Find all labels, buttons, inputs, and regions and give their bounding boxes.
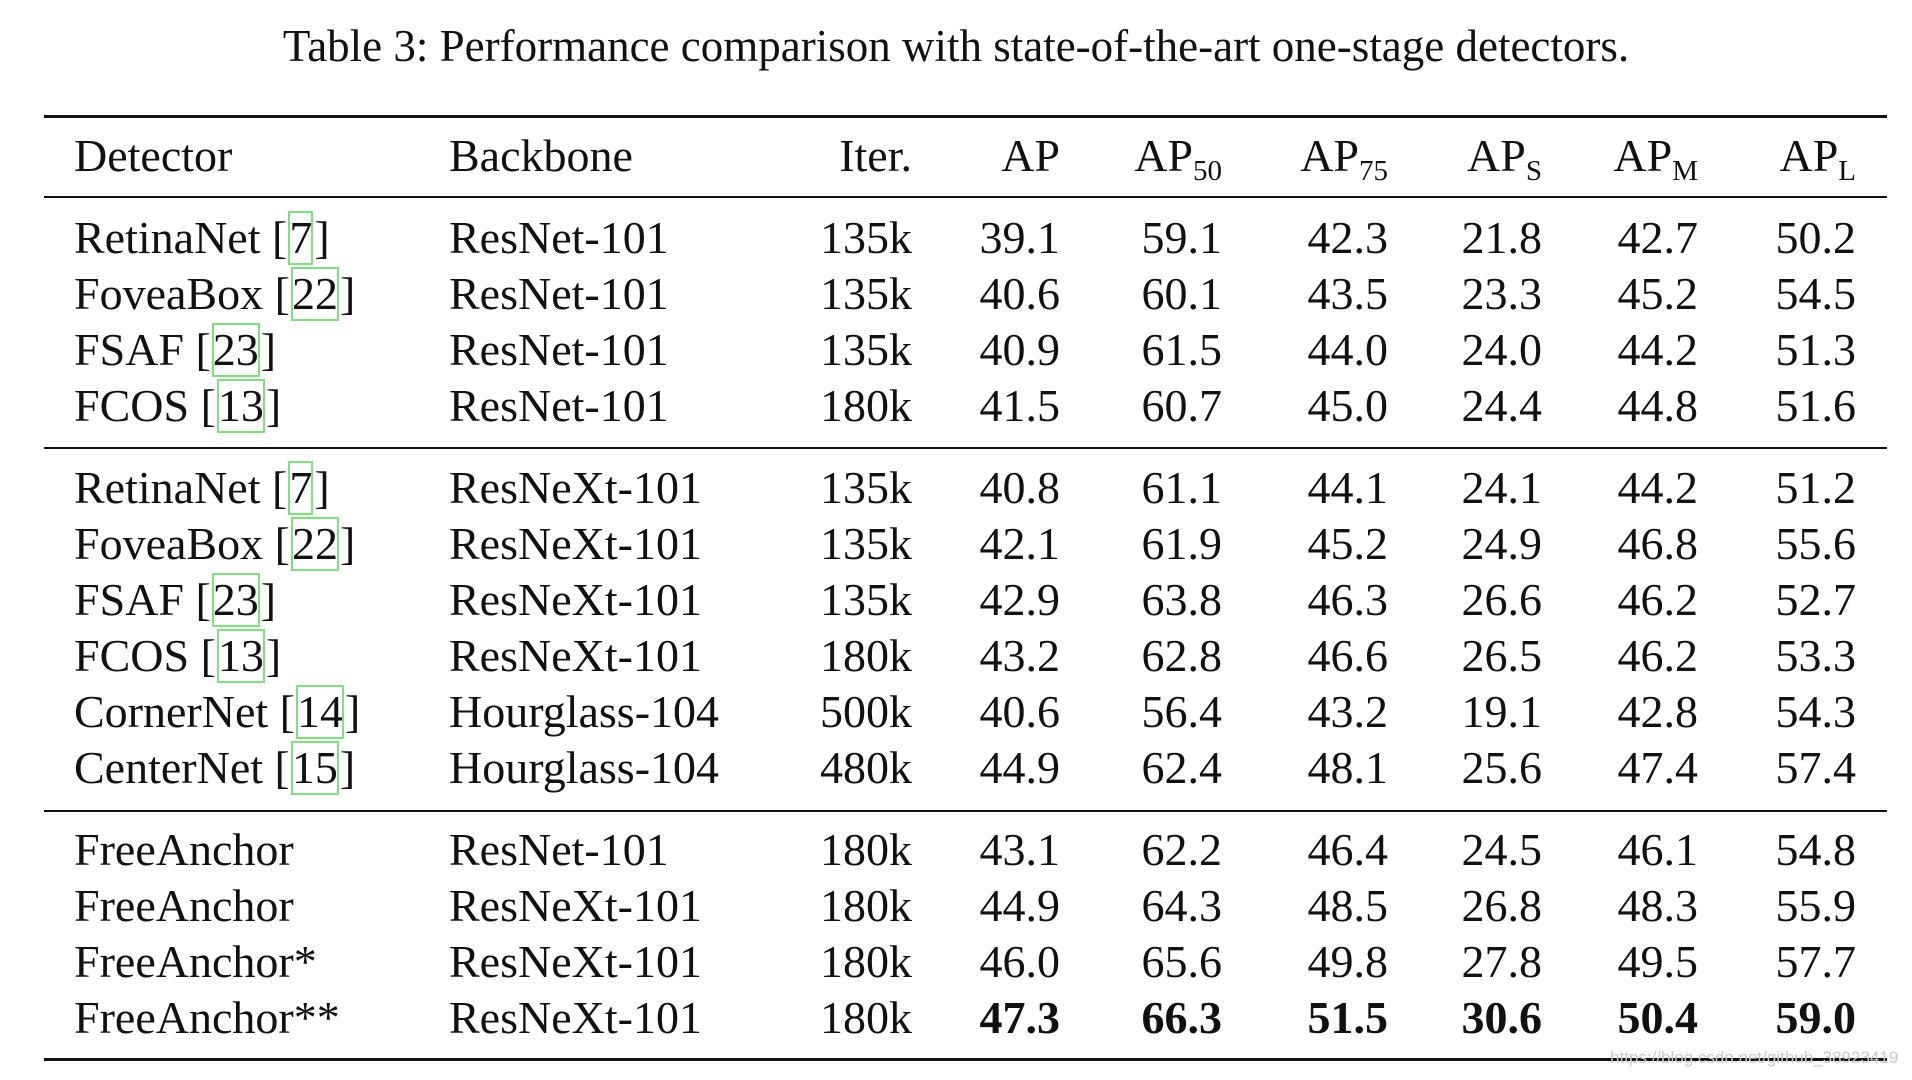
cell-backbone: ResNet-101 <box>449 824 669 875</box>
group-rule-1 <box>44 447 1887 449</box>
detector-name: FCOS <box>74 380 190 431</box>
cell-apm: 44.2 <box>1617 324 1698 375</box>
cell-ap: 44.9 <box>979 880 1060 931</box>
cell-aps: 25.6 <box>1461 742 1542 793</box>
cell-detector: RetinaNet [7] <box>74 210 330 266</box>
cell-iter: 180k <box>820 936 912 987</box>
citation-link[interactable]: 22 <box>290 516 340 572</box>
cell-backbone: ResNeXt-101 <box>449 992 702 1043</box>
cell-backbone: Hourglass-104 <box>449 686 720 737</box>
table-caption: Table 3: Performance comparison with state-of-the-art one-stage detectors. <box>282 21 1630 71</box>
cell-ap: 47.3 <box>979 992 1060 1043</box>
cell-iter: 135k <box>820 268 912 319</box>
cell-iter: 500k <box>820 686 912 737</box>
cell-ap75: 42.3 <box>1307 212 1388 263</box>
cell-apl: 55.6 <box>1775 518 1856 569</box>
cell-iter: 135k <box>820 324 912 375</box>
cell-ap75: 48.5 <box>1307 880 1388 931</box>
cell-iter: 180k <box>820 992 912 1043</box>
header-apl: $AP_L$ <box>1779 130 1856 187</box>
cell-apm: 44.8 <box>1617 380 1698 431</box>
cell-iter: 480k <box>820 742 912 793</box>
table-row <box>0 516 1912 572</box>
cell-aps: 24.9 <box>1461 518 1542 569</box>
cell-ap: 40.8 <box>979 462 1060 513</box>
cell-iter: 180k <box>820 824 912 875</box>
cell-ap75: 46.3 <box>1307 574 1388 625</box>
cell-detector <box>74 934 317 990</box>
cell-backbone: ResNeXt-101 <box>449 936 702 987</box>
citation-link[interactable]: 14 <box>295 684 345 740</box>
cell-apl: 55.9 <box>1775 880 1856 931</box>
table-row <box>0 990 1912 1046</box>
cell-backbone: ResNet-101 <box>449 212 669 263</box>
citation-link[interactable]: 13 <box>216 628 266 684</box>
cell-iter: 180k <box>820 630 912 681</box>
cell-ap50: 62.2 <box>1141 824 1222 875</box>
cell-ap75: 44.0 <box>1307 324 1388 375</box>
cell-aps: 24.5 <box>1461 824 1542 875</box>
cell-iter: 180k <box>820 380 912 431</box>
cell-aps: 24.1 <box>1461 462 1542 513</box>
table-row <box>0 322 1912 378</box>
cell-apm: 48.3 <box>1617 880 1698 931</box>
cell-aps: 24.0 <box>1461 324 1542 375</box>
cell-backbone: ResNet-101 <box>449 380 669 431</box>
cell-ap: 41.5 <box>979 380 1060 431</box>
cell-detector <box>74 878 294 934</box>
cell-ap75: 45.0 <box>1307 380 1388 431</box>
cell-apm: 46.2 <box>1617 630 1698 681</box>
top-rule <box>44 115 1887 118</box>
header-ap50: $AP_{50}$ <box>1134 130 1222 187</box>
detector-name: FCOS <box>74 630 190 681</box>
header-detector: Detector <box>74 130 233 181</box>
cell-aps: 23.3 <box>1461 268 1542 319</box>
cell-iter: 135k <box>820 574 912 625</box>
detector-name: RetinaNet <box>74 462 261 513</box>
group-rule-2 <box>44 810 1887 812</box>
cell-ap75: 45.2 <box>1307 518 1388 569</box>
citation-link[interactable]: 23 <box>211 322 261 378</box>
cell-apl: 54.5 <box>1775 268 1856 319</box>
cell-ap50: 62.4 <box>1141 742 1222 793</box>
header-backbone: Backbone <box>449 130 633 181</box>
citation-link[interactable]: 7 <box>287 210 314 266</box>
cell-apm: 46.8 <box>1617 518 1698 569</box>
cell-apm: 47.4 <box>1617 742 1698 793</box>
cell-ap50: 65.6 <box>1141 936 1222 987</box>
cell-apl: 57.7 <box>1775 936 1856 987</box>
cell-apl: 54.8 <box>1775 824 1856 875</box>
cell-apl: 53.3 <box>1775 630 1856 681</box>
table-row <box>0 628 1912 684</box>
detector-name: CornerNet <box>74 686 269 737</box>
cell-ap: 42.9 <box>979 574 1060 625</box>
cell-aps: 21.8 <box>1461 212 1542 263</box>
cell-detector: FSAF [23] <box>74 572 276 628</box>
cell-detector: FCOS [13] <box>74 628 281 684</box>
cell-ap75: 43.5 <box>1307 268 1388 319</box>
detector-name: FSAF <box>74 574 184 625</box>
cell-apm: 44.2 <box>1617 462 1698 513</box>
cell-detector <box>74 990 340 1046</box>
cell-apm: 46.1 <box>1617 824 1698 875</box>
table-row <box>0 378 1912 434</box>
detector-name: FreeAnchor** <box>74 992 340 1043</box>
citation-link[interactable]: 15 <box>290 740 340 796</box>
cell-ap75: 49.8 <box>1307 936 1388 987</box>
table-row <box>0 460 1912 516</box>
detector-name: RetinaNet <box>74 212 261 263</box>
cell-apl: 54.3 <box>1775 686 1856 737</box>
table-header-row <box>0 128 1912 187</box>
cell-detector: FoveaBox [22] <box>74 516 355 572</box>
cell-detector: FSAF [23] <box>74 322 276 378</box>
cell-ap50: 60.1 <box>1141 268 1222 319</box>
cell-detector: RetinaNet [7] <box>74 460 330 516</box>
table-row <box>0 934 1912 990</box>
cell-aps: 30.6 <box>1461 992 1542 1043</box>
cell-apm: 42.7 <box>1617 212 1698 263</box>
cell-apl: 52.7 <box>1775 574 1856 625</box>
cell-ap50: 56.4 <box>1141 686 1222 737</box>
cell-apl: 57.4 <box>1775 742 1856 793</box>
cell-backbone: ResNeXt-101 <box>449 574 702 625</box>
cell-aps: 26.5 <box>1461 630 1542 681</box>
cell-ap75: 48.1 <box>1307 742 1388 793</box>
cell-backbone: Hourglass-104 <box>449 742 720 793</box>
cell-apl: 51.3 <box>1775 324 1856 375</box>
cell-aps: 19.1 <box>1461 686 1542 737</box>
cell-ap50: 61.1 <box>1141 462 1222 513</box>
citation-link[interactable]: 7 <box>287 460 314 516</box>
cell-ap75: 51.5 <box>1307 992 1388 1043</box>
cell-ap: 43.1 <box>979 824 1060 875</box>
cell-backbone: ResNeXt-101 <box>449 518 702 569</box>
watermark: https://blog.csdn.net/github_38923419 <box>1610 1048 1899 1067</box>
cell-ap: 44.9 <box>979 742 1060 793</box>
cell-apm: 50.4 <box>1617 992 1698 1043</box>
detector-name: FreeAnchor* <box>74 936 317 987</box>
header-ap75: $AP_{75}$ <box>1300 130 1388 187</box>
header-iter: Iter. <box>839 130 912 181</box>
table-row <box>0 210 1912 266</box>
table-row <box>0 572 1912 628</box>
cell-apm: 49.5 <box>1617 936 1698 987</box>
cell-aps: 27.8 <box>1461 936 1542 987</box>
cell-apl: 50.2 <box>1775 212 1856 263</box>
cell-ap: 40.6 <box>979 268 1060 319</box>
cell-iter: 180k <box>820 880 912 931</box>
cell-ap75: 46.4 <box>1307 824 1388 875</box>
cell-ap50: 61.9 <box>1141 518 1222 569</box>
cell-ap50: 60.7 <box>1141 380 1222 431</box>
cell-ap: 42.1 <box>979 518 1060 569</box>
cell-ap50: 66.3 <box>1141 992 1222 1043</box>
cell-aps: 26.6 <box>1461 574 1542 625</box>
detector-name: FreeAnchor <box>74 880 294 931</box>
cell-ap50: 59.1 <box>1141 212 1222 263</box>
cell-backbone: ResNeXt-101 <box>449 880 702 931</box>
cell-aps: 24.4 <box>1461 380 1542 431</box>
cell-ap: 40.9 <box>979 324 1060 375</box>
cell-iter: 135k <box>820 518 912 569</box>
cell-iter: 135k <box>820 212 912 263</box>
cell-aps: 26.8 <box>1461 880 1542 931</box>
cell-apm: 42.8 <box>1617 686 1698 737</box>
detector-name: FreeAnchor <box>74 824 294 875</box>
cell-apl: 59.0 <box>1775 992 1856 1043</box>
cell-backbone: ResNeXt-101 <box>449 630 702 681</box>
cell-ap: 43.2 <box>979 630 1060 681</box>
cell-ap: 39.1 <box>979 212 1060 263</box>
cell-backbone: ResNet-101 <box>449 268 669 319</box>
cell-backbone: ResNeXt-101 <box>449 462 702 513</box>
table-row <box>0 822 1912 878</box>
cell-ap75: 46.6 <box>1307 630 1388 681</box>
header-apm: $AP_M$ <box>1613 130 1698 187</box>
detector-name: FoveaBox <box>74 268 264 319</box>
table-row <box>0 684 1912 740</box>
cell-ap50: 63.8 <box>1141 574 1222 625</box>
cell-ap75: 44.1 <box>1307 462 1388 513</box>
cell-ap75: 43.2 <box>1307 686 1388 737</box>
table-row <box>0 740 1912 796</box>
cell-ap50: 61.5 <box>1141 324 1222 375</box>
cell-detector: FCOS [13] <box>74 378 281 434</box>
cell-detector: FoveaBox [22] <box>74 266 355 322</box>
cell-apl: 51.2 <box>1775 462 1856 513</box>
cell-ap: 40.6 <box>979 686 1060 737</box>
header-aps: $AP_S$ <box>1467 130 1542 187</box>
header-rule <box>44 196 1887 198</box>
citation-link[interactable]: 22 <box>290 266 340 322</box>
citation-link[interactable]: 13 <box>216 378 266 434</box>
cell-ap50: 62.8 <box>1141 630 1222 681</box>
detector-name: FoveaBox <box>74 518 264 569</box>
detector-name: CenterNet <box>74 742 264 793</box>
cell-detector: CenterNet [15] <box>74 740 355 796</box>
detector-name: FSAF <box>74 324 184 375</box>
cell-detector <box>74 822 294 878</box>
cell-ap: 46.0 <box>979 936 1060 987</box>
table-row <box>0 266 1912 322</box>
cell-apm: 45.2 <box>1617 268 1698 319</box>
cell-apm: 46.2 <box>1617 574 1698 625</box>
cell-detector: CornerNet [14] <box>74 684 360 740</box>
cell-ap50: 64.3 <box>1141 880 1222 931</box>
citation-link[interactable]: 23 <box>211 572 261 628</box>
table-row <box>0 878 1912 934</box>
cell-iter: 135k <box>820 462 912 513</box>
header-ap: AP <box>1001 130 1060 181</box>
cell-apl: 51.6 <box>1775 380 1856 431</box>
cell-backbone: ResNet-101 <box>449 324 669 375</box>
